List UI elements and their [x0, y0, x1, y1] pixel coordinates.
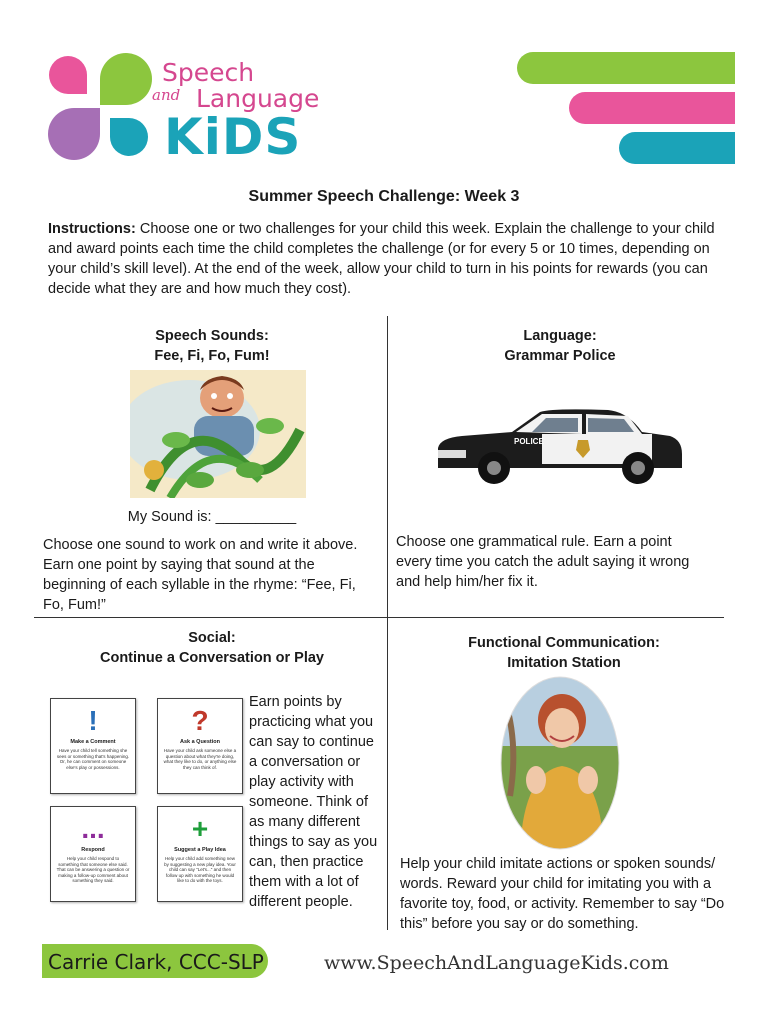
police-car-illustration — [432, 404, 686, 490]
card-description: Help your child add something new by suggesting a new play idea. Your child can say "Let's..." and then follow up with something he would like to do with the toys. — [164, 856, 236, 883]
my-sound-line: My Sound is: __________ — [127, 509, 297, 525]
language-subtitle: Grammar Police — [504, 348, 616, 364]
card-suggest-play-idea — [157, 806, 243, 902]
logo-petal-purple — [48, 108, 100, 160]
functional-heading — [392, 633, 736, 673]
language-heading — [392, 326, 728, 366]
card-ask-question — [157, 698, 243, 794]
logo-kids-text: KiDS — [164, 108, 302, 166]
functional-body: Help your child imitate actions or spoken sounds/ words. Reward your child for imitating you with a favorite toy, food, or activity. Remember to say “Do this” before you say or do something. — [400, 856, 725, 932]
card-description: Help your child respond to something that someone else said. That can be answering a question or making a follow-up comment about something they said. — [56, 856, 130, 883]
speech-sounds-body: Choose one sound to work on and write it above. Earn one point by saying that sound at the beginning of each syllable in the rhyme: “Fee, Fi, Fo, Fum!” — [43, 537, 358, 613]
social-subtitle: Continue a Conversation or Play — [100, 650, 324, 666]
page-title: Summer Speech Challenge: Week 3 — [248, 188, 520, 205]
logo-and-text: and — [152, 86, 181, 104]
speech-sounds-subtitle: Fee, Fi, Fo, Fum! — [154, 348, 270, 364]
logo-petal-teal — [110, 118, 148, 156]
social-body: Earn points by practicing what you can say to continue a conversation or play activity with someone. Think of as many different things to say as you can, then practice them with a lot of different people. — [249, 694, 378, 910]
question-mark-icon: ? — [191, 705, 209, 736]
plus-icon: + — [191, 813, 209, 844]
exclamation-icon: ! — [88, 705, 98, 736]
instructions-label: Instructions: — [48, 221, 136, 237]
logo-petal-green — [100, 53, 152, 105]
card-description: Have your child tell something she sees or something that's happening. Or, he can comment on someone else's play or possessions. — [56, 748, 130, 770]
language-title: Language: — [523, 328, 597, 344]
grid-vertical-divider — [387, 316, 388, 930]
decor-stripe-teal — [619, 132, 735, 164]
social-heading — [40, 628, 384, 668]
logo-petal-pink — [49, 56, 87, 94]
language-body: Choose one grammatical rule. Earn a point every time you catch the adult saying it wrong and help him/her fix it. — [396, 534, 690, 590]
social-title: Social: — [188, 630, 236, 646]
card-make-comment — [50, 698, 136, 794]
decor-stripe-green — [517, 52, 735, 84]
logo-language-text: Language — [196, 84, 320, 113]
ellipsis-icon: ... — [81, 813, 105, 844]
instructions-text: Choose one or two challenges for your child this week. Explain the challenge to your child and award points each time the child completes the challenge (or for every 5 or 10 times, depending on your child’s skill level). At the end of the week, allow your child to turn in his points for rewards (you can decide what they are and how much they cost). — [48, 221, 715, 297]
giant-beanstalk-illustration — [130, 370, 306, 498]
speech-sounds-heading — [40, 326, 384, 366]
functional-subtitle: Imitation Station — [507, 655, 621, 671]
card-title: Make a Comment — [70, 739, 116, 745]
police-car-label: POLICE — [514, 437, 544, 446]
footer-website-url: www.SpeechAndLanguageKids.com — [324, 952, 669, 974]
functional-title: Functional Communication: — [468, 635, 660, 651]
logo-speech-text: Speech — [162, 58, 255, 87]
decor-stripe-pink — [569, 92, 735, 124]
woman-clapping-photo — [500, 676, 620, 850]
footer-author-name: Carrie Clark, CCC-SLP — [48, 950, 264, 974]
speech-sounds-title: Speech Sounds: — [155, 328, 269, 344]
grid-horizontal-divider — [34, 617, 724, 618]
card-title: Suggest a Play Idea — [174, 847, 226, 853]
card-title: Respond — [81, 847, 105, 853]
card-description: Have your child ask someone else a question about what they're doing, what they like to do, or anything else they can think of. — [163, 748, 237, 770]
card-respond — [50, 806, 136, 902]
card-title: Ask a Question — [179, 739, 221, 745]
instructions — [48, 219, 724, 299]
